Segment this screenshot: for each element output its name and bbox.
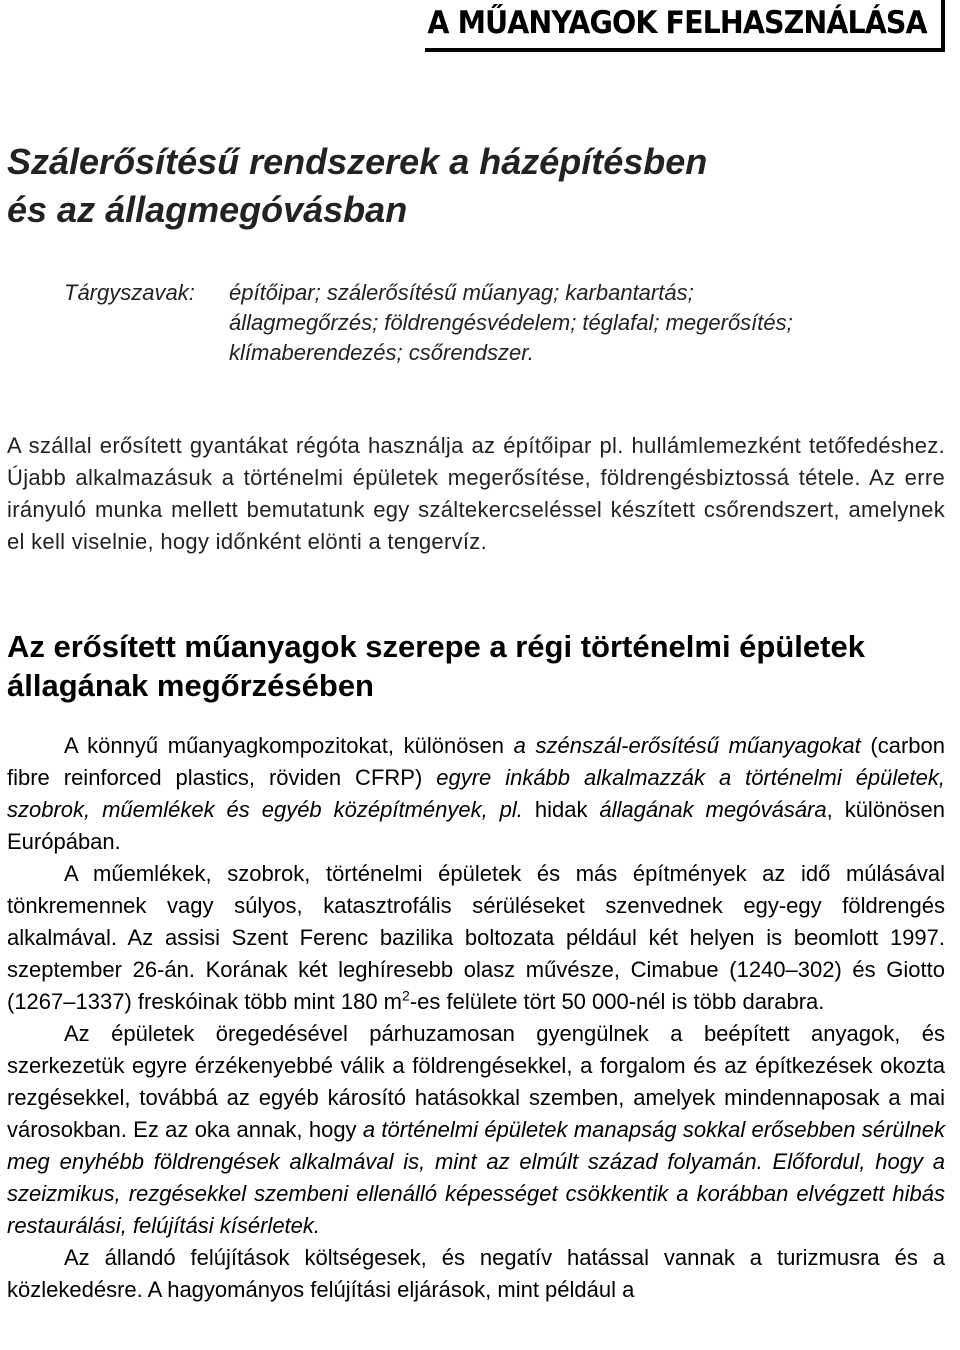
text-run: A könnyű műanyagkompozitokat, különösen (64, 733, 514, 758)
text-run: egyre inkább alkalmazzák a történelmi épületek, szobrok, műemlékek és egyéb középítmények, pl. (7, 765, 945, 822)
text-run: A műemlékek, szobrok, történelmi épületek és más építmények az idő múlásával tönkremennek vagy súlyos, katasztrofális sérüléseket szenvednek egy-egy földrengés alkalmával. Az assisi Szent Ferenc bazilika boltozata például két helyen is beomlott 1997. szeptember 26-án. Korának két leghíresebb olasz művésze, Cimabue (1240–302) és Giotto (1267–1337) freskóinak több mint 180 m (7, 861, 945, 1014)
paragraph (7, 1018, 945, 1242)
superscript: 2 (402, 987, 410, 1004)
article-title-line-2: és az állagmegóvásban (7, 189, 408, 230)
keywords-line: állagmegőrzés; földrengésvédelem; téglafal; megerősítés; (229, 310, 793, 335)
article-title (7, 138, 707, 234)
paragraph (7, 1242, 945, 1306)
section-banner (425, 0, 945, 52)
keywords-line: klímaberendezés; csőrendszer. (229, 340, 534, 365)
text-run: Az állandó felújítások költségesek, és negatív hatással vannak a turizmusra és a közlekedésre. A hagyományos felújítási eljárások, mint például a (7, 1245, 945, 1302)
text-run: hidak (522, 797, 600, 822)
text-run: Az épületek öregedésével párhuzamosan gyengülnek a beépített anyagok, és szerkezetük egyre érzékenyebbé válik a földrengésekkel, a forgalom és az építkezések okozta rezgésekkel, továbbá az egyéb károsító hatásokkal szemben, amelyek mindennaposak a mai városokban. Ez az oka annak, hogy (7, 1021, 945, 1142)
abstract: A szállal erősített gyantákat régóta használja az építőipar pl. hullámlemezként tetőfedéshez. Újabb alkalmazásuk a történelmi épületek megerősítése, földrengésbiztossá tétele. Az erre irányuló munka mellett bemutatunk egy száltekercseléssel készített csőrendszert, amelynek el kell viselnie, hogy időnként elönti a tengervíz. (7, 433, 945, 554)
keywords-label: Tárgyszavak: (64, 280, 195, 305)
body-text (7, 730, 945, 1306)
text-run: (carbon fibre reinforced plastics, röviden CFRP) (7, 733, 945, 790)
text-run: a szénszál-erősítésű műanyagokat (513, 733, 861, 758)
section-title: A MŰANYAGOK FELHASZNÁLÁSA (427, 5, 927, 41)
keywords-line: építőipar; szálerősítésű műanyag; karbantartás; (229, 280, 694, 305)
text-run: a történelmi épületek manapság sokkal erősebben sérülnek meg enyhébb földrengések alkalmával is, mint az elmúlt század folyamán. Előfordul, hogy a szeizmikus, rezgésekkel szembeni ellenálló képességet csökkentik a korábban elvégzett hibás restaurálási, felújítási kísérletek. (7, 1117, 945, 1238)
paragraph (7, 730, 945, 858)
text-run: -es felülete tört 50 000-nél is több darabra. (409, 989, 825, 1014)
text-run: , különösen Európában. (7, 797, 945, 854)
article-title-line-1: Szálerősítésű rendszerek a házépítésben (7, 141, 708, 182)
section-heading: Az erősített műanyagok szerepe a régi történelmi épületek állagának megőrzésében (7, 629, 865, 703)
paragraph (7, 858, 945, 1018)
text-run: állagának megóvására (599, 797, 827, 822)
